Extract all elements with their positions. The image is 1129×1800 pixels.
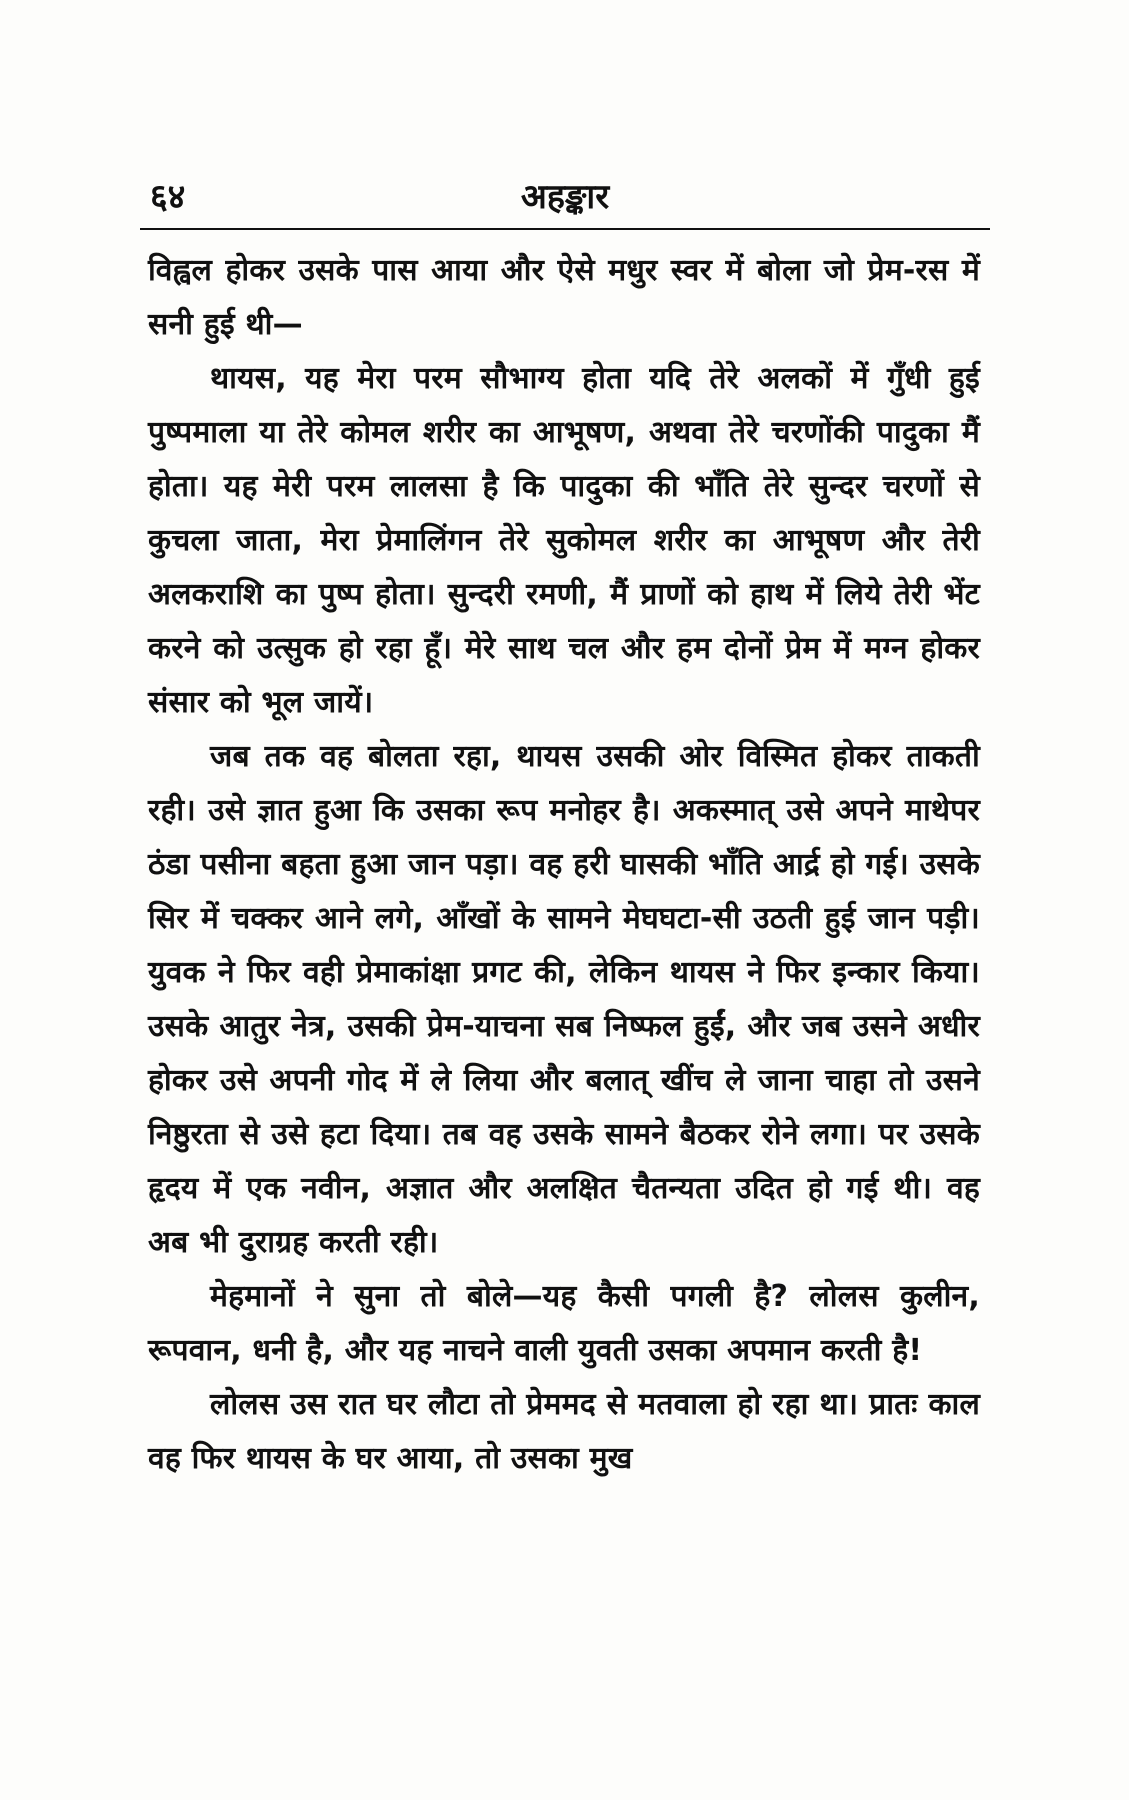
header-rule [140,228,990,230]
book-title: अहङ्कार [520,177,610,217]
paragraph-2: थायस, यह मेरा परम सौभाग्य होता यदि तेरे अलकों में गुँधी हुई पुष्पमाला या तेरे कोमल शरीर का आभूषण, अथवा तेरे चरणोंकी पादुका मैं होता। यह मेरी परम लालसा है कि पादुका की भाँति तेरे सुन्दर चरणों से कुचला जाता, मेरा प्रेमालिंगन तेरे सुकोमल शरीर का आभूषण और तेरी अलकराशि का पुष्प होता। सुन्दरी रमणी, मैं प्राणों को हाथ में लिये तेरी भेंट करने को उत्सुक हो रहा हूँ। मेरे साथ चल और हम दोनों प्रेम में मग्न होकर संसार को भूल जायें। [148,361,980,720]
running-head [150,172,980,222]
paragraph-4: मेहमानों ने सुना तो बोले—यह कैसी पगली है? लोलस कुलीन, रूपवान, धनी है, और यह नाचने वाली युवती उसका अपमान करती है! [148,1279,980,1368]
page-number: ६४ [150,177,186,217]
body-text [148,244,980,1486]
paragraph-1: विह्वल होकर उसके पास आया और ऐसे मधुर स्वर में बोला जो प्रेम-रस में सनी हुई थी— [148,253,980,342]
paragraph-5: लोलस उस रात घर लौटा तो प्रेममद से मतवाला हो रहा था। प्रातः काल वह फिर थायस के घर आया, तो उसका मुख [148,1387,980,1476]
paragraph-3: जब तक वह बोलता रहा, थायस उसकी ओर विस्मित होकर ताकती रही। उसे ज्ञात हुआ कि उसका रूप मनोहर है। अकस्मात् उसे अपने माथेपर ठंडा पसीना बहता हुआ जान पड़ा। वह हरी घासकी भाँति आर्द्र हो गई। उसके सिर में चक्कर आने लगे, आँखों के सामने मेघघटा-सी उठती हुई जान पड़ी। युवक ने फिर वही प्रेमाकांक्षा प्रगट की, लेकिन थायस ने फिर इन्कार किया। उसके आतुर नेत्र, उसकी प्रेम-याचना सब निष्फल हुईं, और जब उसने अधीर होकर उसे अपनी गोद में ले लिया और बलात् खींच ले जाना चाहा तो उसने निष्ठुरता से उसे हटा दिया। तब वह उसके सामने बैठकर रोने लगा। पर उसके हृदय में एक नवीन, अज्ञात और अलक्षित चैतन्यता उदित हो गई थी। वह अब भी दुराग्रह करती रही। [148,739,980,1260]
